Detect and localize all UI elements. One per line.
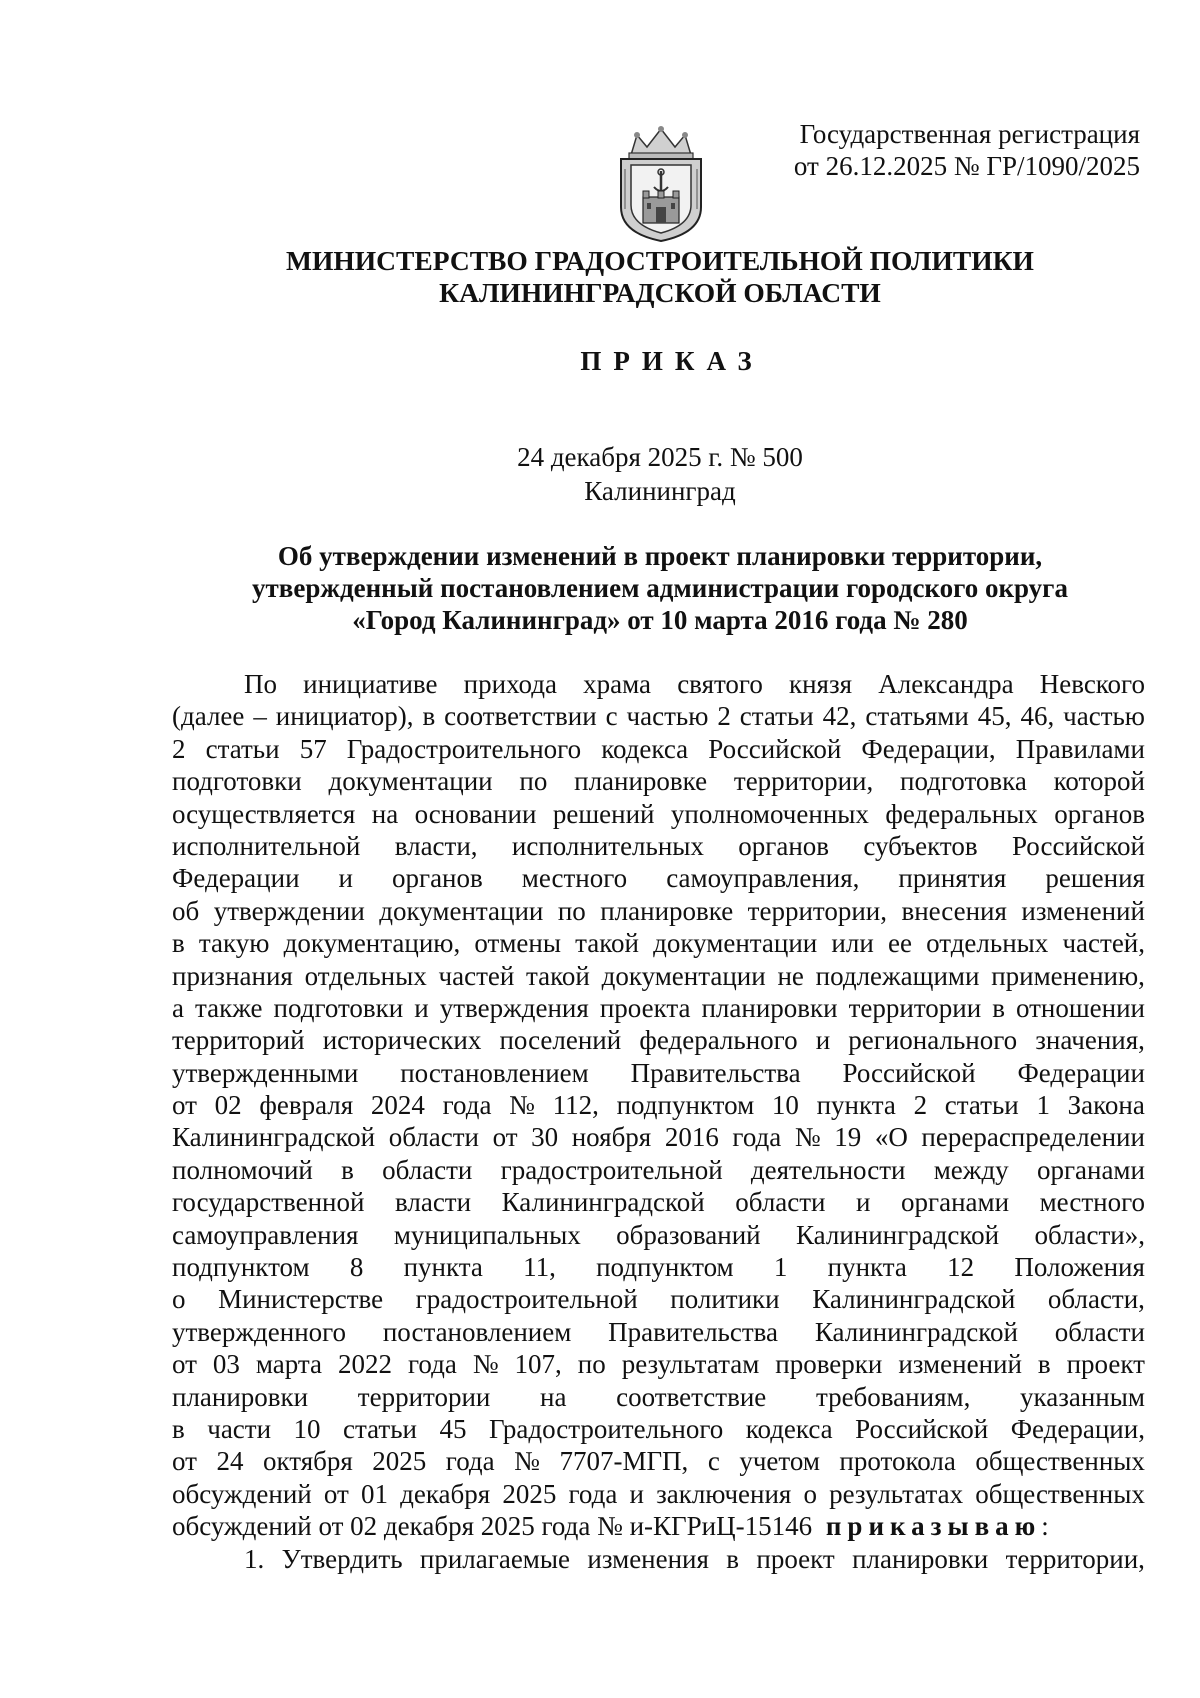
body-line — [172, 1154, 1145, 1186]
body-word: изменения — [587, 1543, 709, 1574]
body-line — [172, 798, 1145, 830]
body-word: органами — [1036, 1154, 1145, 1185]
body-word: в — [726, 1543, 740, 1574]
body-word: исполнительной — [172, 830, 361, 861]
body-word: органами — [901, 1187, 1010, 1218]
body-word: местного — [521, 863, 628, 894]
body-item-1 — [172, 1543, 1145, 1575]
order-subject-line-3: «Город Калининград» от 10 марта 2016 года № 280 — [352, 605, 968, 635]
order-subject-line-1: Об утверждении изменений в проект планировки территории, — [277, 541, 1043, 571]
body-word: планировке — [600, 895, 734, 926]
body-word: планировки — [172, 1381, 309, 1412]
body-word: 30 — [531, 1122, 559, 1153]
body-word: года — [442, 1090, 492, 1121]
body-word: от — [172, 1349, 197, 1380]
body-word: о — [803, 1478, 817, 1509]
body-line — [172, 1186, 1145, 1218]
body-word: применению, — [991, 960, 1145, 991]
order-keyword: приказываю — [825, 1511, 1042, 1542]
body-word: проекта — [599, 992, 691, 1023]
body-word: 1. — [244, 1543, 265, 1574]
body-word: подготовки — [273, 992, 404, 1023]
body-word: – — [253, 701, 267, 732]
body-word: поселений — [499, 1025, 622, 1056]
body-line — [172, 1413, 1145, 1445]
body-word: октября — [262, 1446, 353, 1477]
body-word: 2024 — [370, 1090, 425, 1121]
body-word: Правительства — [608, 1316, 779, 1347]
body-word: статьи — [343, 1413, 417, 1444]
body-word: 46, — [1020, 701, 1055, 732]
body-word: также — [195, 992, 263, 1023]
body-line — [172, 960, 1145, 992]
body-word: Закона — [1067, 1090, 1145, 1121]
body-word: по — [519, 766, 548, 797]
body-word: и — [856, 1187, 871, 1218]
body-word: от — [172, 1090, 197, 1121]
body-line — [172, 830, 1145, 862]
body-word: ее — [887, 928, 912, 959]
body-word: года — [407, 1349, 457, 1380]
body-word: территорий — [172, 1025, 305, 1056]
body-word: результатам — [621, 1349, 760, 1380]
body-word: Калининградской — [812, 1284, 1016, 1315]
body-word: органов — [1054, 798, 1145, 829]
body-word: проект — [1066, 1349, 1145, 1380]
body-word: кодекса — [745, 1413, 833, 1444]
body-word: документации — [601, 960, 766, 991]
body-word: прилагаемые — [419, 1543, 571, 1574]
body-word: 03 — [212, 1349, 240, 1380]
body-word: муниципальных — [393, 1219, 581, 1250]
body-word: № — [472, 1349, 499, 1380]
body-word: утверждении — [213, 895, 365, 926]
ministry-name — [160, 245, 1160, 309]
body-word: 8 — [349, 1252, 364, 1283]
body-word: Российской — [842, 1057, 976, 1088]
body-word: исполнительных — [511, 830, 704, 861]
body-word: Калининградской — [172, 1122, 376, 1153]
body-word: Калининградской — [814, 1316, 1018, 1347]
body-word: по — [577, 1349, 606, 1380]
body-word: отмены — [474, 928, 561, 959]
body-word: документации — [653, 928, 818, 959]
body-word: Калининградской — [501, 1187, 705, 1218]
body-word: проект — [756, 1543, 835, 1574]
body-word: Российской — [708, 733, 842, 764]
body-word: 57 — [299, 733, 327, 764]
body-word: такой — [526, 960, 590, 991]
body-word: территории, — [747, 895, 887, 926]
body-word: 2025 — [372, 1446, 427, 1477]
body-word: в — [422, 701, 436, 732]
body-line — [172, 700, 1145, 732]
body-word: декабря — [400, 1478, 491, 1509]
body-word: марта — [255, 1349, 323, 1380]
order-title: ПРИКАЗ — [580, 346, 764, 376]
body-word: от — [172, 1446, 197, 1477]
body-word: федерального — [639, 1025, 798, 1056]
body-word: требованиям, — [815, 1381, 971, 1412]
body-word: утверждения — [439, 992, 589, 1023]
body-word: на — [371, 798, 399, 829]
body-word: Положения — [1014, 1252, 1145, 1283]
body-word: области», — [1034, 1219, 1145, 1250]
body-word: такую — [198, 928, 270, 959]
body-word: утвержденными — [172, 1057, 359, 1088]
body-word: пункта — [816, 1090, 896, 1121]
body-word: документации — [379, 895, 544, 926]
body-word: власти, — [394, 830, 478, 861]
body-word: частей, — [1062, 928, 1145, 959]
body-word: и — [414, 992, 429, 1023]
body-word: которой — [1053, 766, 1145, 797]
body-word: органов — [392, 863, 483, 894]
body-word: регионального — [848, 1025, 1018, 1056]
body-word: «О — [874, 1122, 908, 1153]
body-word: принятия — [898, 863, 1007, 894]
body-line — [172, 1024, 1145, 1056]
body-line — [172, 733, 1145, 765]
body-word: статьи — [205, 733, 280, 764]
body-word: общественных — [975, 1478, 1145, 1509]
body-word: перераспределении — [921, 1122, 1145, 1153]
body-word: февраля — [259, 1090, 354, 1121]
body-word: статьи — [739, 701, 814, 732]
body-word: о — [172, 1284, 186, 1315]
body-word: 2025 — [502, 1478, 557, 1509]
kaliningrad-coat-of-arms-icon — [617, 125, 705, 243]
body-last-line-colon: : — [1041, 1511, 1049, 1542]
body-word: года — [568, 1478, 618, 1509]
body-word: частью — [626, 701, 709, 732]
body-word: № — [509, 1090, 535, 1121]
body-word: 107, — [514, 1349, 562, 1380]
body-word: постановлением — [382, 1316, 572, 1347]
body-word: Федерации, — [861, 733, 996, 764]
body-word: Российской — [855, 1413, 989, 1444]
body-word: Градостроительного — [346, 733, 582, 764]
registration-line-2: от 26.12.2025 № ГР/1090/2025 — [793, 151, 1140, 181]
body-word: документации — [328, 766, 493, 797]
body-word: градостроительной — [415, 1284, 638, 1315]
body-line — [172, 1219, 1145, 1251]
body-word: решений — [552, 798, 655, 829]
body-word: подпунктом — [616, 1090, 755, 1121]
body-line — [172, 1121, 1145, 1153]
body-word: отдельных — [304, 960, 427, 991]
body-word: прихода — [463, 669, 557, 699]
body-word: Правилами — [1015, 733, 1145, 764]
body-word: и — [815, 1025, 831, 1056]
body-word: Федерации — [172, 863, 300, 894]
body-word: федеральных — [885, 798, 1038, 829]
body-word: Невского — [1039, 669, 1145, 699]
body-word: постановлением — [400, 1057, 589, 1088]
body-word: от — [323, 1478, 349, 1509]
body-word: 2016 — [664, 1122, 719, 1153]
body-word: Федерации — [1017, 1057, 1145, 1088]
body-word: 10 — [293, 1413, 321, 1444]
body-word: изменений — [898, 1349, 1022, 1380]
body-word: в — [1037, 1349, 1051, 1380]
body-word: пункта — [403, 1252, 483, 1283]
body-word: 02 — [214, 1090, 242, 1121]
body-word: самоуправления — [172, 1219, 359, 1250]
body-word: частью — [1063, 701, 1145, 732]
body-word: заключения — [656, 1478, 792, 1509]
body-word: в — [172, 1413, 185, 1444]
body-word: об — [172, 895, 200, 926]
body-word: обсуждений — [172, 1478, 312, 1509]
body-word: подготовка — [900, 766, 1027, 797]
body-line — [172, 1348, 1145, 1380]
body-word: Министерстве — [218, 1284, 384, 1315]
body-word: князя — [788, 669, 853, 699]
body-word: 12 — [947, 1252, 975, 1283]
body-word: частей — [438, 960, 515, 991]
body-word: исторических — [322, 1025, 482, 1056]
body-word: 24 — [216, 1446, 244, 1477]
registration-stamp — [740, 118, 1140, 182]
body-word: (далее — [172, 701, 245, 732]
body-word: области, — [1047, 1284, 1145, 1315]
body-word: государственной — [172, 1187, 365, 1218]
body-word: области — [735, 1187, 826, 1218]
body-last-line-text: обсуждений от 02 декабря 2025 года № и-КГРиЦ-15146 — [172, 1511, 819, 1542]
body-word: 42, — [822, 701, 857, 732]
body-word: 1 — [1036, 1090, 1050, 1121]
body-line — [172, 992, 1145, 1024]
body-word: документацию, — [283, 928, 461, 959]
body-word: статьи — [944, 1090, 1019, 1121]
body-word: отношении — [1015, 992, 1145, 1023]
body-word: 112, — [552, 1090, 599, 1121]
body-word: По — [244, 669, 277, 699]
body-word: подпунктом — [596, 1252, 734, 1283]
body-word: по — [557, 895, 586, 926]
body-line — [172, 1316, 1145, 1348]
body-word: внесения — [901, 895, 1007, 926]
body-word: инициативе — [303, 669, 438, 699]
body-word: в — [992, 992, 1005, 1023]
body-word: решения — [1045, 863, 1145, 894]
body-word: деятельности — [750, 1154, 906, 1185]
ministry-name-line-2: КАЛИНИНГРАДСКОЙ ОБЛАСТИ — [439, 277, 881, 308]
order-date-block — [160, 440, 1160, 508]
order-subject-line-2: утвержденный постановлением администрации городского округа — [252, 573, 1068, 603]
body-word: территории, — [1005, 1543, 1145, 1574]
body-word: в — [341, 1154, 354, 1185]
body-word: подлежащими — [815, 960, 980, 991]
body-word: соответствие — [616, 1381, 767, 1412]
body-word: святого — [677, 669, 763, 699]
body-word: власти — [394, 1187, 472, 1218]
body-word: 2 — [913, 1090, 928, 1121]
ministry-name-line-1: МИНИСТЕРСТВО ГРАДОСТРОИТЕЛЬНОЙ ПОЛИТИКИ — [286, 245, 1034, 276]
body-word: планировке — [574, 766, 708, 797]
body-word: такой — [575, 928, 639, 959]
body-word: самоуправления, — [666, 863, 860, 894]
body-word: органов — [738, 830, 830, 861]
body-word: Калининградской — [795, 1219, 1000, 1250]
body-word: статьями — [865, 701, 969, 732]
body-word: № — [794, 1122, 821, 1153]
body-word: Российской — [1011, 830, 1145, 861]
body-last-line — [172, 1510, 1145, 1542]
body-word: области — [382, 1154, 473, 1185]
body-line — [172, 1445, 1145, 1477]
body-word: пункта — [827, 1252, 907, 1283]
body-word: 2 — [717, 701, 731, 732]
body-word: проверки — [775, 1349, 883, 1380]
body-word: 1 — [773, 1252, 788, 1283]
body-word: 19 — [834, 1122, 862, 1153]
body-word: в — [172, 928, 185, 959]
body-word: образований — [616, 1219, 761, 1250]
body-word: ноября — [571, 1122, 652, 1153]
body-word: не — [777, 960, 804, 991]
body-word: основании — [414, 798, 537, 829]
body-word: части — [207, 1413, 272, 1444]
body-word: 45 — [439, 1413, 467, 1444]
body-word: 11, — [523, 1252, 556, 1283]
body-line — [172, 927, 1145, 959]
body-word: общественных — [975, 1446, 1145, 1477]
body-word: года — [445, 1446, 495, 1477]
body-word: планировки — [852, 1543, 989, 1574]
body-word: 01 — [360, 1478, 388, 1509]
body-line — [172, 895, 1145, 927]
order-date-number: 24 декабря 2025 г. № 500 — [517, 442, 803, 472]
order-city: Калининград — [584, 476, 736, 506]
body-line — [172, 1283, 1145, 1315]
body-word: на — [540, 1381, 567, 1412]
body-line — [172, 668, 1145, 700]
body-word: 2 — [172, 733, 186, 764]
body-line — [172, 1089, 1145, 1121]
body-word: области — [1054, 1316, 1145, 1347]
body-word: храма — [583, 669, 652, 699]
body-word: градостроительной — [500, 1154, 723, 1185]
body-word: протокола — [839, 1446, 956, 1477]
body-word: с — [605, 701, 618, 732]
body-word: субъектов — [863, 830, 978, 861]
body-word: между — [933, 1154, 1009, 1185]
order-body — [172, 668, 1145, 1575]
body-line — [172, 1057, 1145, 1089]
body-word: 2022 — [338, 1349, 393, 1380]
body-line — [172, 1478, 1145, 1510]
body-line — [172, 1251, 1145, 1283]
body-word: территории — [357, 1381, 491, 1412]
body-word: местного — [1039, 1187, 1145, 1218]
body-word: соответствии — [444, 701, 597, 732]
body-word: планировки — [701, 992, 838, 1023]
body-word: отдельных — [926, 928, 1049, 959]
body-word: территории — [848, 992, 982, 1023]
body-word: значения, — [1035, 1025, 1145, 1056]
body-line — [172, 1381, 1145, 1413]
body-word: и — [629, 1478, 644, 1509]
body-word: подпунктом — [172, 1252, 310, 1283]
order-subject — [160, 540, 1160, 636]
body-word: учетом — [739, 1446, 820, 1477]
body-word: № — [514, 1446, 540, 1477]
body-word: кодекса — [601, 733, 689, 764]
body-word: 10 — [771, 1090, 799, 1121]
body-word: от — [492, 1122, 518, 1153]
body-word: указанным — [1020, 1381, 1145, 1412]
body-word: и — [338, 863, 353, 894]
body-word: территории, — [733, 766, 874, 797]
body-word: года — [732, 1122, 782, 1153]
body-word: утвержденного — [172, 1316, 347, 1347]
body-word: полномочий — [172, 1154, 313, 1185]
body-line — [172, 765, 1145, 797]
body-word: Федерации, — [1010, 1413, 1145, 1444]
body-line — [172, 862, 1145, 894]
body-word: Александра — [878, 669, 1014, 699]
body-word: Правительства — [630, 1057, 801, 1088]
body-word: 45, — [977, 701, 1012, 732]
body-word: политики — [670, 1284, 780, 1315]
body-word: подготовки — [172, 766, 302, 797]
body-word: с — [707, 1446, 720, 1477]
body-word: осуществляется — [172, 798, 356, 829]
body-word: или — [831, 928, 874, 959]
body-word: признания — [172, 960, 293, 991]
body-word: уполномоченных — [670, 798, 869, 829]
body-word: 7707-МГП, — [559, 1446, 689, 1477]
body-word: Утвердить — [281, 1543, 403, 1574]
body-word: результатах — [829, 1478, 964, 1509]
body-word: области — [388, 1122, 479, 1153]
registration-line-1: Государственная регистрация — [799, 119, 1140, 149]
body-word: инициатор), — [275, 701, 414, 732]
body-word: Градостроительного — [488, 1413, 724, 1444]
body-word: изменений — [1021, 895, 1145, 926]
body-word: а — [172, 992, 184, 1023]
